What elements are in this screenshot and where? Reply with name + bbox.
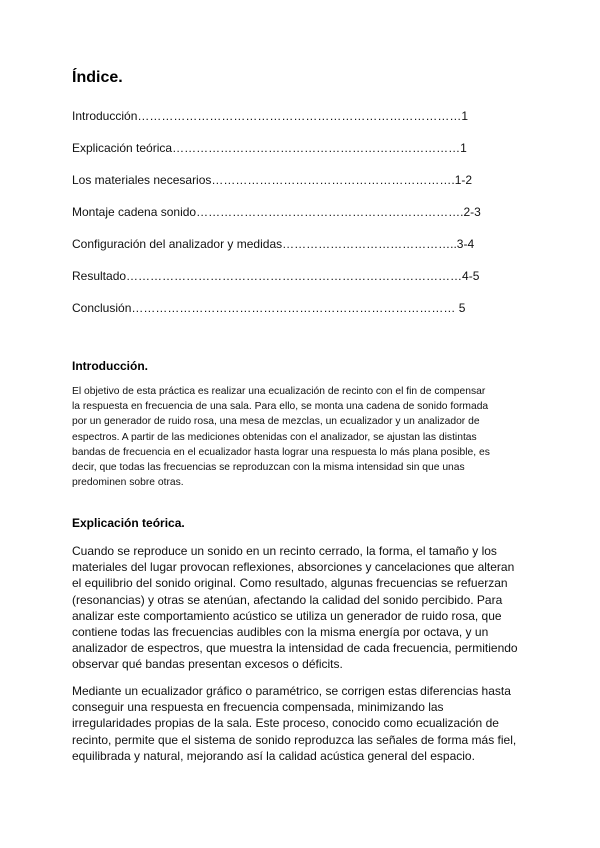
theory-heading: Explicación teórica. — [72, 516, 185, 530]
toc-entry-conclusion — [72, 301, 465, 315]
theory-line: contiene todas las frecuencias audibles con la misma energía por octava, y un — [72, 625, 489, 640]
theory-line: el equilibrio del sonido original. Como resultado, algunas frecuencias se refuerzan — [72, 576, 508, 591]
toc-label: Conclusión — [72, 301, 132, 315]
intro-line: El objetivo de esta práctica es realizar una ecualización de recinto con el fin de compensar — [72, 386, 486, 397]
intro-line: predominen sobre otras. — [72, 477, 184, 489]
theory-paragraph-2 — [72, 683, 532, 764]
toc-dots: ……………………………………………………………… — [172, 141, 461, 155]
intro-heading: Introducción. — [72, 359, 148, 373]
toc-page: 4-5 — [462, 269, 480, 283]
theory-line: Cuando se reproduce un sonido en un recinto cerrado, la forma, el tamaño y los — [72, 544, 497, 558]
theory-line: analizar este comportamiento acústico se utiliza un generador de ruido rosa, que — [72, 608, 502, 623]
intro-line: la respuesta en frecuencia de una sala. Para ello, se monta una cadena de sonido formada — [72, 401, 489, 413]
toc-page: 2-3 — [463, 205, 481, 219]
toc-label: Configuración del analizador y medidas — [72, 237, 283, 251]
toc-entry-montaje — [72, 205, 481, 219]
toc-dots: …………………………………………………………. — [196, 205, 464, 219]
toc-label: Los materiales necesarios — [72, 173, 212, 187]
toc-page: 3-4 — [456, 237, 475, 251]
intro-paragraph — [72, 384, 532, 490]
toc-dots: ………………………………………………………………………… — [126, 269, 463, 283]
theory-line: conseguir una respuesta en frecuencia compensada, minimizando las — [72, 700, 444, 715]
theory-line: analizador de espectros, que muestra la intensidad de cada frecuencia, permitiendo — [72, 641, 518, 656]
toc-entry-explicacion — [72, 141, 467, 155]
toc-page: 1-2 — [454, 173, 473, 187]
toc-entry-introduccion — [72, 109, 468, 123]
toc-page: 1 — [461, 109, 469, 123]
theory-line: irregularidades propias de la sala. Este proceso, conocido como ecualización de — [72, 716, 499, 731]
toc-label: Introducción — [72, 109, 138, 123]
toc-entry-resultado — [72, 269, 479, 283]
intro-line: decir, que todas las frecuencias se reproduzcan con la misma intensidad sin que unas — [72, 462, 465, 474]
intro-line: espectros. A partir de las mediciones obtenidas con el analizador, se ajustan las distintas — [72, 431, 477, 443]
theory-line: materiales del lugar provocan reflexiones, absorciones y cancelaciones que alteran — [72, 560, 515, 575]
toc-label: Montaje cadena sonido — [72, 205, 197, 219]
theory-line: (resonancias) y otras se atenúan, afectando la calidad del sonido percibido. Para — [72, 592, 503, 607]
toc-page: 1 — [460, 141, 467, 155]
theory-paragraph-1 — [72, 543, 532, 673]
toc-dots: ……………………………………………………………………… — [137, 109, 462, 123]
toc-page: 5 — [455, 301, 466, 315]
toc-entry-materiales — [72, 173, 472, 187]
intro-line: bandas de frecuencia en el ecualizador hasta lograr una respuesta lo más plana posible, es — [72, 446, 490, 458]
toc-dots: ……………………………………………………. — [211, 173, 455, 187]
index-title: Índice. — [72, 69, 123, 86]
toc-entry-configuracion — [72, 237, 474, 251]
theory-line: recinto, permite que el sistema de sonido reproduzca las señales de forma más fiel, — [72, 732, 517, 747]
toc-dots: ……………………………………………………………………… — [131, 301, 456, 315]
toc-dots: …………………………………….. — [282, 237, 457, 251]
theory-line: observar qué bandas presentan excesos o déficits. — [72, 657, 343, 672]
theory-line: Mediante un ecualizador gráfico o paramétrico, se corrigen estas diferencias hasta — [72, 684, 511, 698]
intro-line: por un generador de ruido rosa, una mesa de mezclas, un ecualizador y un analizador de — [72, 416, 480, 428]
toc-label: Resultado — [72, 269, 127, 283]
toc-label: Explicación teórica — [72, 141, 173, 155]
theory-line: equilibrada y natural, mejorando así la calidad acústica general del espacio. — [72, 748, 475, 763]
